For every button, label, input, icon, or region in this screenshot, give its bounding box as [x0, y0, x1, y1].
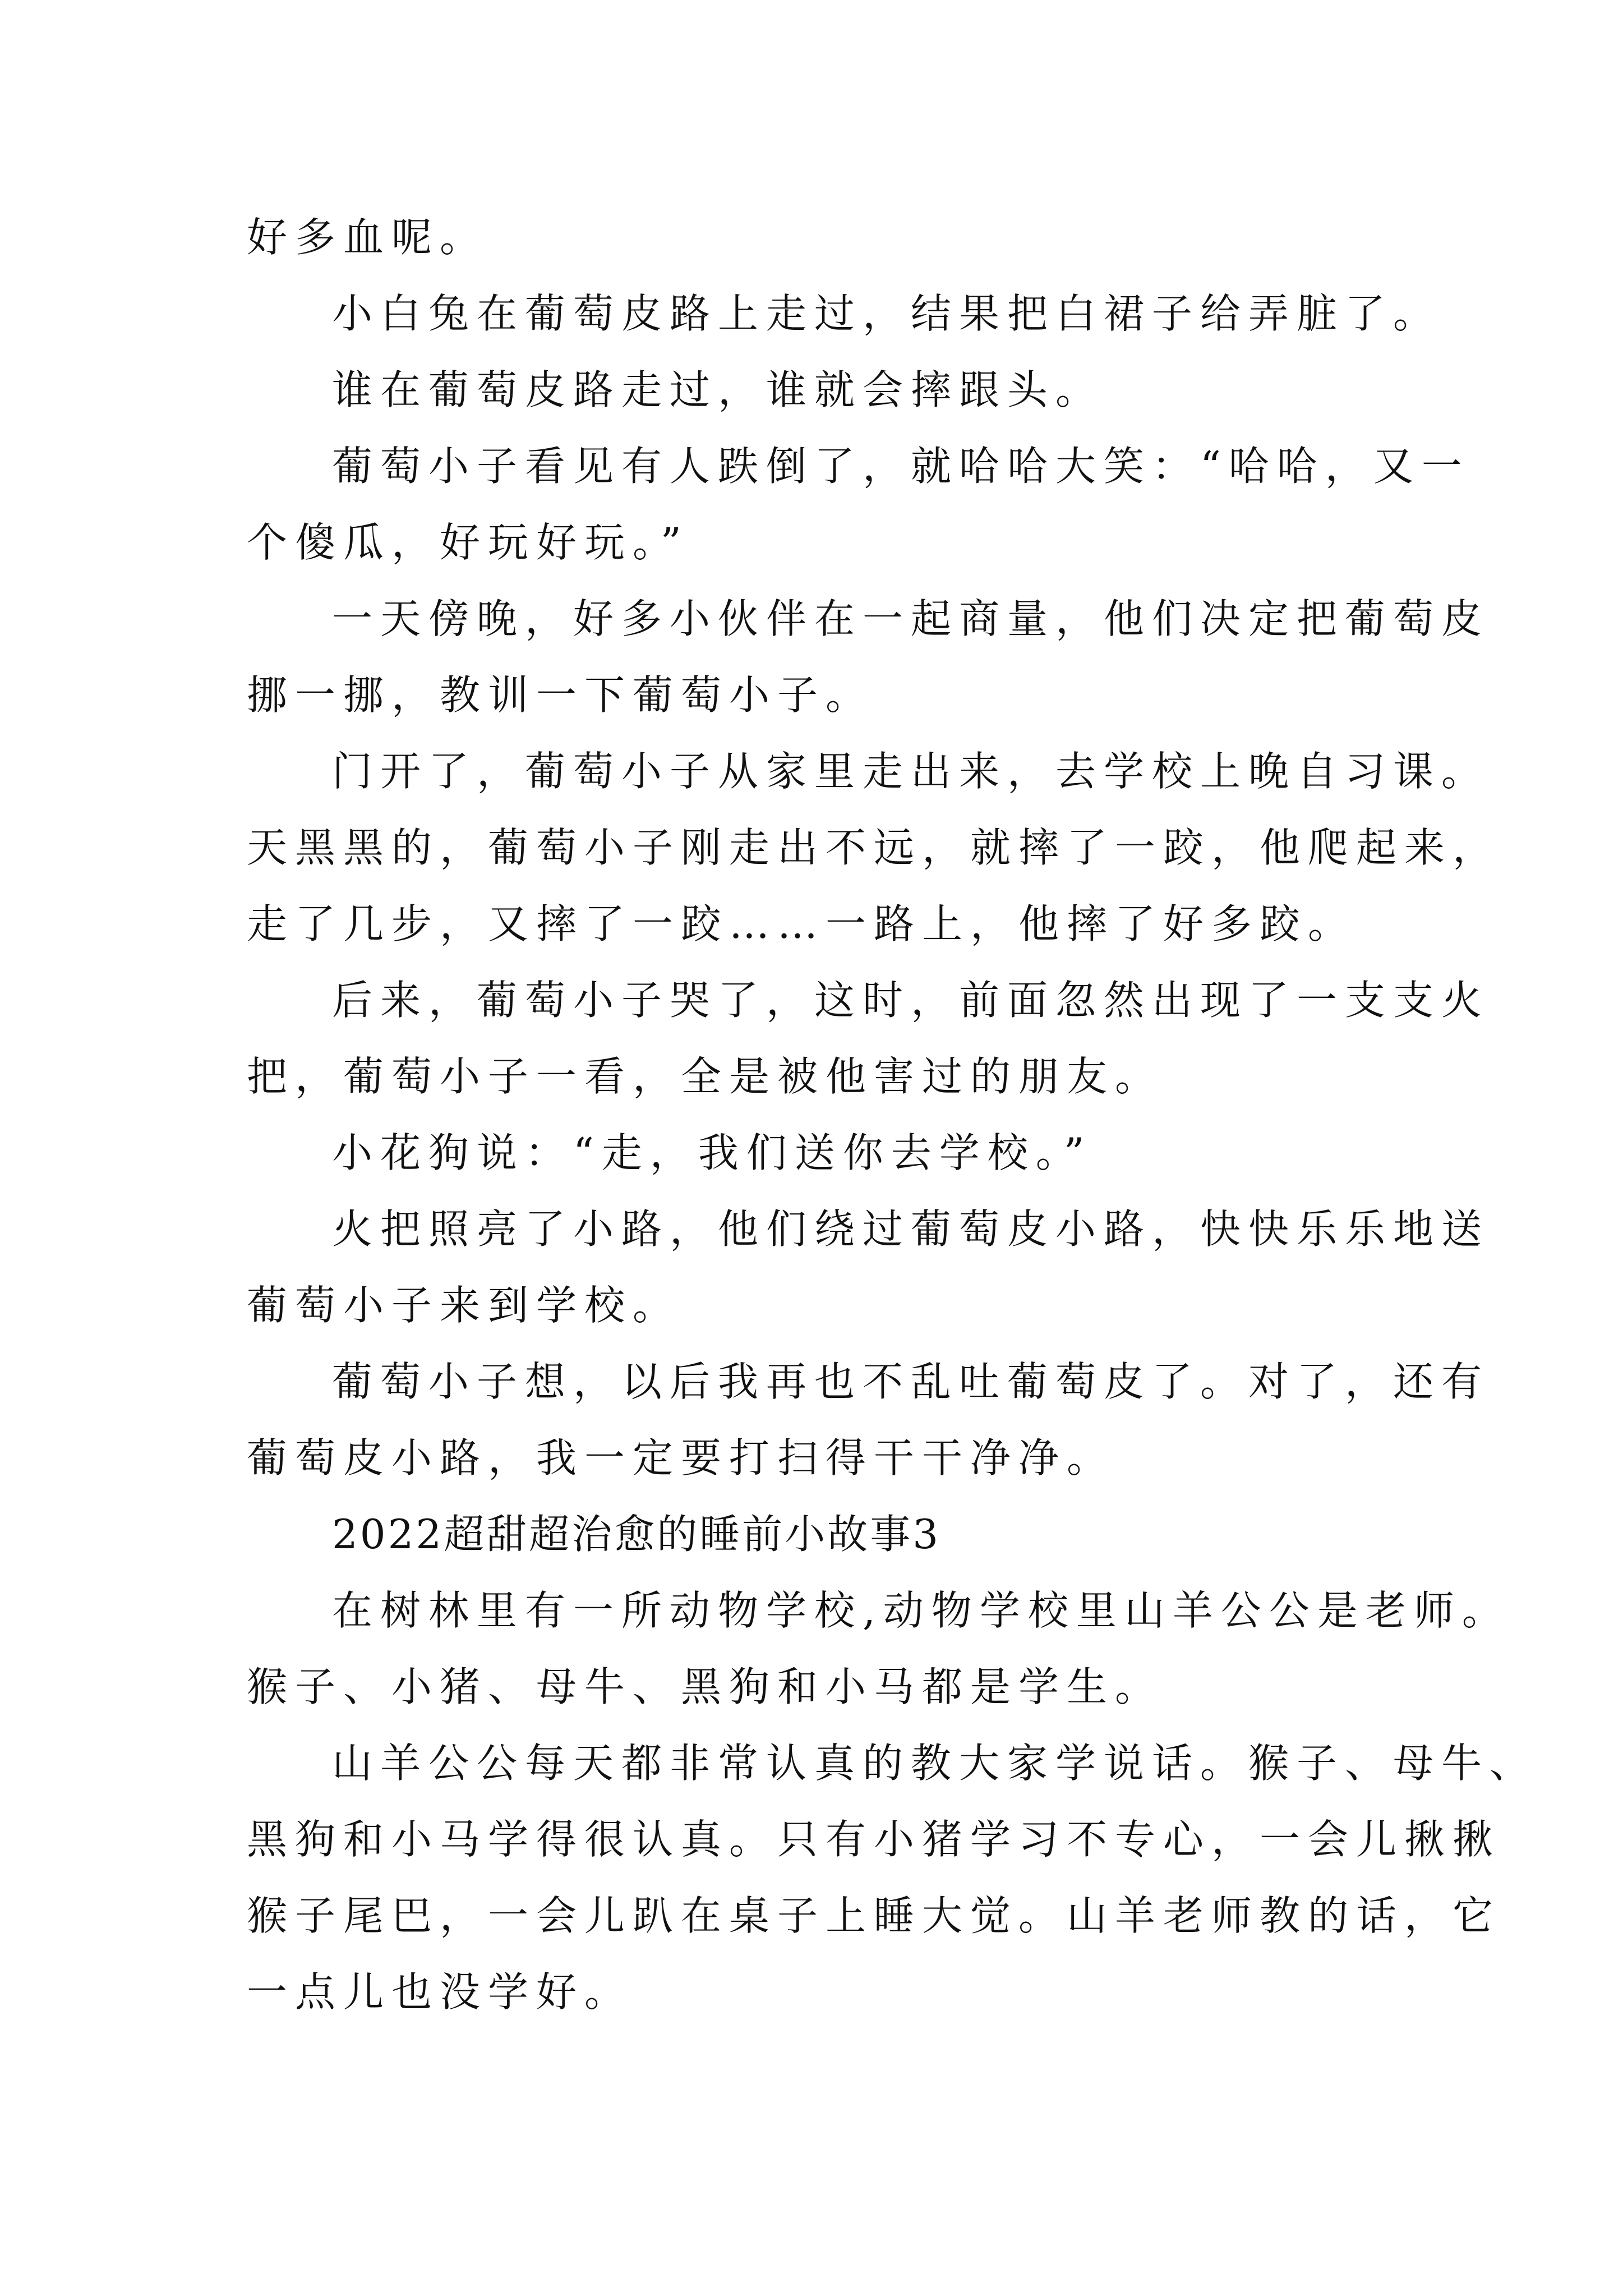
text-line: 在树林里有一所动物学校,动物学校里山羊公公是老师。: [332, 1587, 1510, 1634]
text-line: 天黑黑的，葡萄小子刚走出不远，就摔了一跤，他爬起来，: [247, 824, 1501, 871]
text-line: 小白兔在葡萄皮路上走过，结果把白裙子给弄脏了。: [332, 290, 1442, 337]
text-line: 后来，葡萄小子哭了，这时，前面忽然出现了一支支火: [332, 977, 1490, 1024]
text-line: 把，葡萄小子一看，全是被他害过的朋友。: [247, 1053, 1164, 1100]
text-line: 挪一挪，教训一下葡萄小子。: [247, 671, 874, 719]
text-line: 猴子、小猪、母牛、黑狗和小马都是学生。: [247, 1663, 1164, 1710]
text-line: 葡萄小子来到学校。: [247, 1282, 681, 1329]
text-line: 山羊公公每天都非常认真的教大家学说话。猴子、母牛、: [332, 1740, 1538, 1787]
text-line: 猴子尾巴，一会儿趴在桌子上睡大觉。山羊老师教的话，它: [247, 1892, 1501, 1939]
text-line: 谁在葡萄皮路走过，谁就会摔跟头。: [332, 366, 1104, 413]
section-heading: 2022超甜超治愈的睡前小故事3: [332, 1511, 941, 1558]
text-line: 火把照亮了小路，他们绕过葡萄皮小路，快快乐乐地送: [332, 1205, 1490, 1253]
text-line: 一点儿也没学好。: [247, 1968, 633, 2016]
text-line: 葡萄小子想，以后我再也不乱吐葡萄皮了。对了，还有: [332, 1358, 1490, 1405]
text-line: 一天傍晚，好多小伙伴在一起商量，他们决定把葡萄皮: [332, 595, 1490, 642]
text-line: 门开了，葡萄小子从家里走出来，去学校上晚自习课。: [332, 748, 1490, 795]
text-line: 走了几步，又摔了一跤……一路上，他摔了好多跤。: [247, 900, 1357, 947]
text-line: 葡萄小子看见有人跌倒了，就哈哈大笑：“哈哈，又一: [332, 443, 1470, 490]
document-page: [247, 199, 1538, 2030]
text-line: 好多血呢。: [247, 214, 488, 261]
text-line: 个傻瓜，好玩好玩。”: [247, 519, 689, 566]
text-line: 黑狗和小马学得很认真。只有小猪学习不专心，一会儿揪揪: [247, 1816, 1501, 1863]
text-line: 小花狗说：“走，我们送你去学校。”: [332, 1129, 1092, 1176]
text-line: 葡萄皮小路，我一定要打扫得干干净净。: [247, 1434, 1115, 1481]
